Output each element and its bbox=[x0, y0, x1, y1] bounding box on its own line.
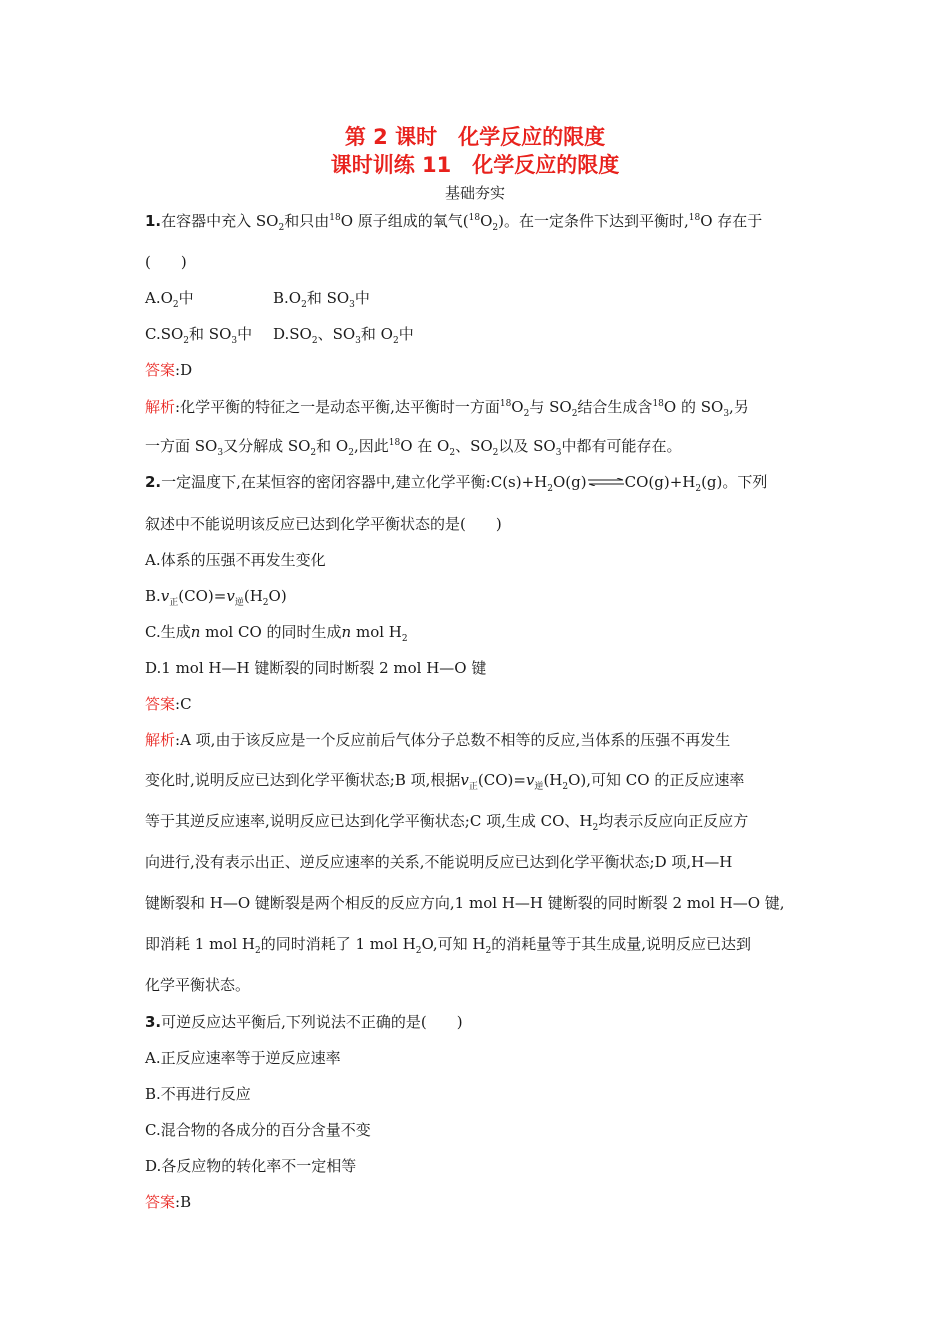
lesson-title: 第 2 课时 化学反应的限度 bbox=[344, 125, 606, 149]
q3-option-d: D.各反应物的转化率不一定相等 bbox=[145, 1157, 357, 1175]
q2-option-c: C.生成n mol CO 的同时生成n mol $H_2$ bbox=[145, 623, 408, 644]
q2-analysis-line7: 化学平衡状态。 bbox=[145, 976, 251, 994]
q2-option-b: $B.v_正(CO)=v_逆(H_2O)$ bbox=[145, 587, 287, 608]
q2-analysis-line2: 变化时,说明反应已达到化学平衡状态;B 项,根据$v_正(CO)=v_逆(H_2O)$,可知 CO 的正反应速率 bbox=[145, 771, 745, 792]
q2-option-d: D.1 mol H—H 键断裂的同时断裂 2 mol H—O 键 bbox=[145, 659, 487, 677]
q2-answer: 答案:C bbox=[145, 695, 192, 713]
equilibrium-arrow-icon bbox=[587, 478, 625, 486]
q1-analysis-line1: 解析:化学平衡的特征之一是动态平衡,达平衡时一方面$^{18}O_2$与 $SO_2$结合生成含$^{18}$O 的 $SO_3$,另 bbox=[145, 398, 749, 419]
q1-stem: 1.在容器中充入 $SO_2$和只由$^{18}$O 原子组成的氧气$(^{18}O_2)$。在一定条件下达到平衡时,$^{18}$O 存在于 bbox=[145, 212, 763, 233]
q2-analysis-line5: 键断裂和 H—O 键断裂是两个相反的反应方向,1 mol H—H 键断裂的同时断裂 2 mol H—O 键, bbox=[145, 894, 785, 912]
q3-number: 3. bbox=[145, 1013, 162, 1031]
q1-option-b: $B.O_2$和 $SO_3$中 bbox=[273, 289, 370, 310]
q1-paren: ( ) bbox=[145, 253, 187, 271]
q1-options-row1 bbox=[145, 288, 815, 308]
q1-answer: 答案:D bbox=[145, 361, 193, 379]
q1-option-d: $D.SO_2$、$SO_3$和 $O_2$中 bbox=[273, 325, 414, 346]
q2-stem-line2: 叙述中不能说明该反应已达到化学平衡状态的是( ) bbox=[145, 515, 502, 533]
q2-analysis-line1: 解析:A 项,由于该反应是一个反应前后气体分子总数不相等的反应,当体系的压强不再发生 bbox=[145, 731, 731, 749]
q1-option-a: $A.O_2$中 bbox=[145, 289, 194, 310]
q1-option-c: $C.SO_2$和 $SO_3$中 bbox=[145, 325, 253, 346]
q2-stem-line1: 2.一定温度下,在某恒容的密闭容器中,建立化学平衡$:C(s)+H_2O(g)$ $CO(g)+H_2(g)$。下列 bbox=[145, 473, 768, 494]
q3-option-a: A.正反应速率等于逆反应速率 bbox=[145, 1049, 341, 1067]
section-label: 基础夯实 bbox=[444, 184, 505, 202]
q2-number: 2. bbox=[145, 473, 162, 491]
q2-option-a: A.体系的压强不再发生变化 bbox=[145, 551, 326, 569]
q3-option-c: C.混合物的各成分的百分含量不变 bbox=[145, 1121, 371, 1139]
q2-analysis-line4: 向进行,没有表示出正、逆反应速率的关系,不能说明反应已达到化学平衡状态;D 项,H—H bbox=[145, 853, 733, 871]
q1-analysis-line2: 一方面 $SO_3$又分解成 $SO_2$和 $O_2$,因此$^{18}$O 在 $O_2$、$SO_2$以及 $SO_3$中都有可能存在。 bbox=[145, 437, 682, 458]
q3-answer: 答案:B bbox=[145, 1193, 192, 1211]
q2-analysis-line6: 即消耗 1 mol $H_2$的同时消耗了 1 mol $H_2O$,可知 $H_2$的消耗量等于其生成量,说明反应已达到 bbox=[145, 935, 751, 956]
q2-analysis-line3: 等于其逆反应速率,说明反应已达到化学平衡状态;C 项,生成 CO、$H_2$均表示反应向正反应方 bbox=[145, 812, 749, 833]
q3-option-b: B.不再进行反应 bbox=[145, 1085, 251, 1103]
q1-number: 1. bbox=[145, 212, 162, 230]
q3-stem: 3.可逆反应达平衡后,下列说法不正确的是( ) bbox=[145, 1013, 463, 1031]
training-title: 课时训练 11 化学反应的限度 bbox=[330, 153, 620, 177]
q1-options-row2 bbox=[145, 324, 815, 344]
